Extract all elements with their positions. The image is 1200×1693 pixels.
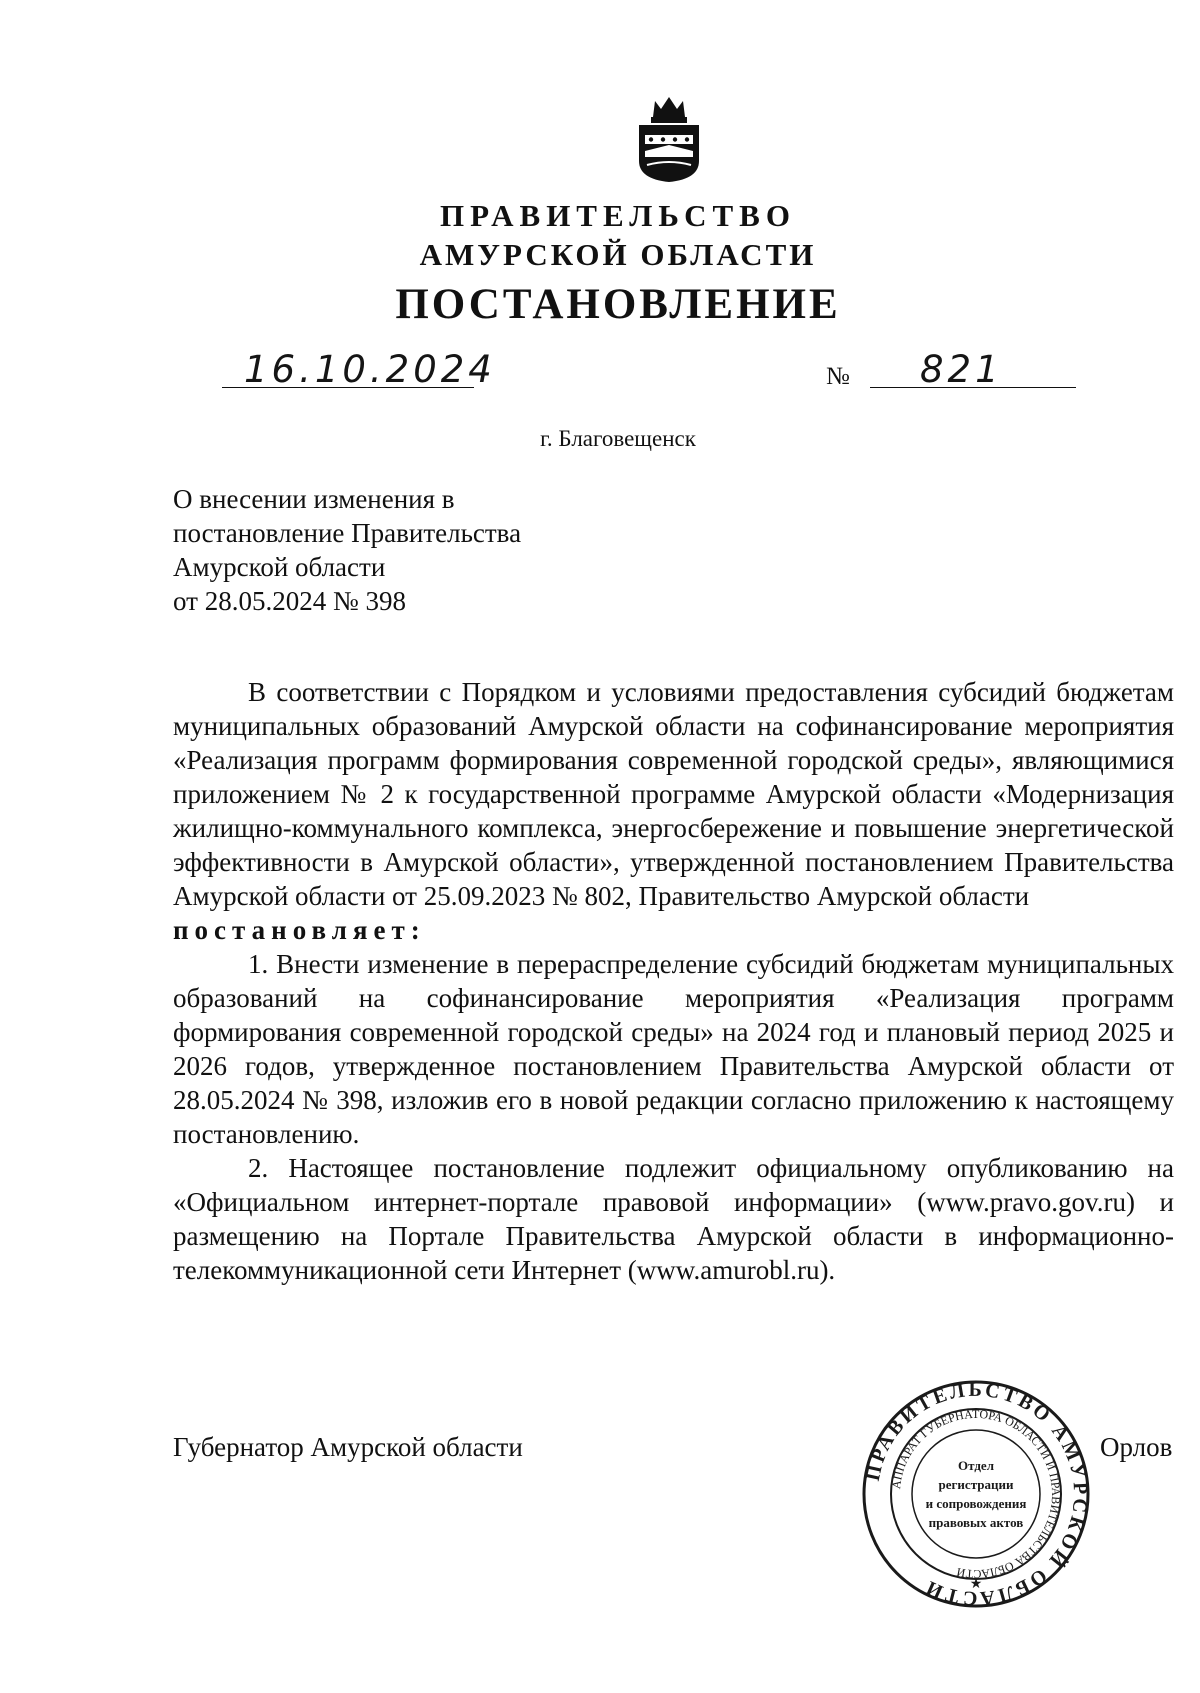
preamble-paragraph: В соответствии с Порядком и условиями предоставления субсидий бюджетам муниципальных образований Амурской области на софинансирование мероприятия «Реализация программ формирования современной городской среды», являющимися приложением № 2 к государственной программе Амурской области «Модернизация жилищно-коммунального комплекса, энергосбережение и повышение энергетической эффективности в Амурской области», утвержденной постановлением Правительства Амурской области от 25.09.2023 № 802, Правительство Амурской области (173, 677, 1174, 911)
org-name-line1: ПРАВИТЕЛЬСТВО (440, 198, 796, 233)
official-stamp (860, 1378, 1092, 1610)
subject-line: от 28.05.2024 № 398 (173, 586, 406, 616)
stamp-outer-text: ПРАВИТЕЛЬСТВО АМУРСКОЙ ОБЛАСТИ (861, 1378, 1092, 1610)
stamp-center-line: и сопровождения (925, 1496, 1027, 1511)
date-underline (222, 387, 474, 388)
resolution-item: 1. Внести изменение в перераспределение субсидий бюджетам муниципальных образований на софинансирование мероприятия «Реализация программ формирования современной городской среды» на 2024 год и плановый период 2025 и 2026 годов, утвержденное постановлением Правительства Амурской области от 28.05.2024 № 398, изложив его в новой редакции согласно приложению к настоящему постановлению. (173, 949, 1174, 1149)
number-underline (870, 387, 1076, 388)
signer-name: Орлов (1100, 1432, 1173, 1462)
stamp-inner-text: АППАРАТ ГУБЕРНАТОРА ОБЛАСТИ И ПРАВИТЕЛЬСТВА ОБЛАСТИ (889, 1406, 1064, 1582)
signer-position: Губернатор Амурской области (173, 1432, 523, 1462)
document-date: 16.10.2024 (244, 348, 496, 391)
subject-line: постановление Правительства (173, 518, 522, 548)
subject-line: О внесении изменения в (173, 484, 455, 514)
number-sign-label: № (826, 363, 850, 390)
document-body (173, 675, 1174, 1287)
subject-line: Амурской области (173, 552, 386, 582)
document-number: 821 (920, 348, 1003, 391)
coat-of-arms-icon (633, 95, 705, 183)
org-name-line2: АМУРСКОЙ ОБЛАСТИ (419, 237, 817, 272)
stamp-center-line: регистрации (938, 1477, 1014, 1492)
decree-word: постановляет: (173, 915, 426, 945)
resolution-item: 2. Настоящее постановление подлежит официальному опубликованию на «Официальном интернет-портале правовой информации» (www.pravo.gov.ru) и размещению на Портале Правительства Амурской области в информационно-телекоммуникационной сети Интернет (www.amurobl.ru). (173, 1153, 1174, 1285)
issue-city: г. Благовещенск (540, 426, 696, 451)
stamp-center-line: правовых актов (928, 1515, 1024, 1530)
document-subject (173, 482, 521, 618)
document-type-title: ПОСТАНОВЛЕНИЕ (395, 281, 841, 328)
stamp-center-line: Отдел (958, 1458, 994, 1473)
stamp-star-icon: ★ (969, 1577, 983, 1592)
